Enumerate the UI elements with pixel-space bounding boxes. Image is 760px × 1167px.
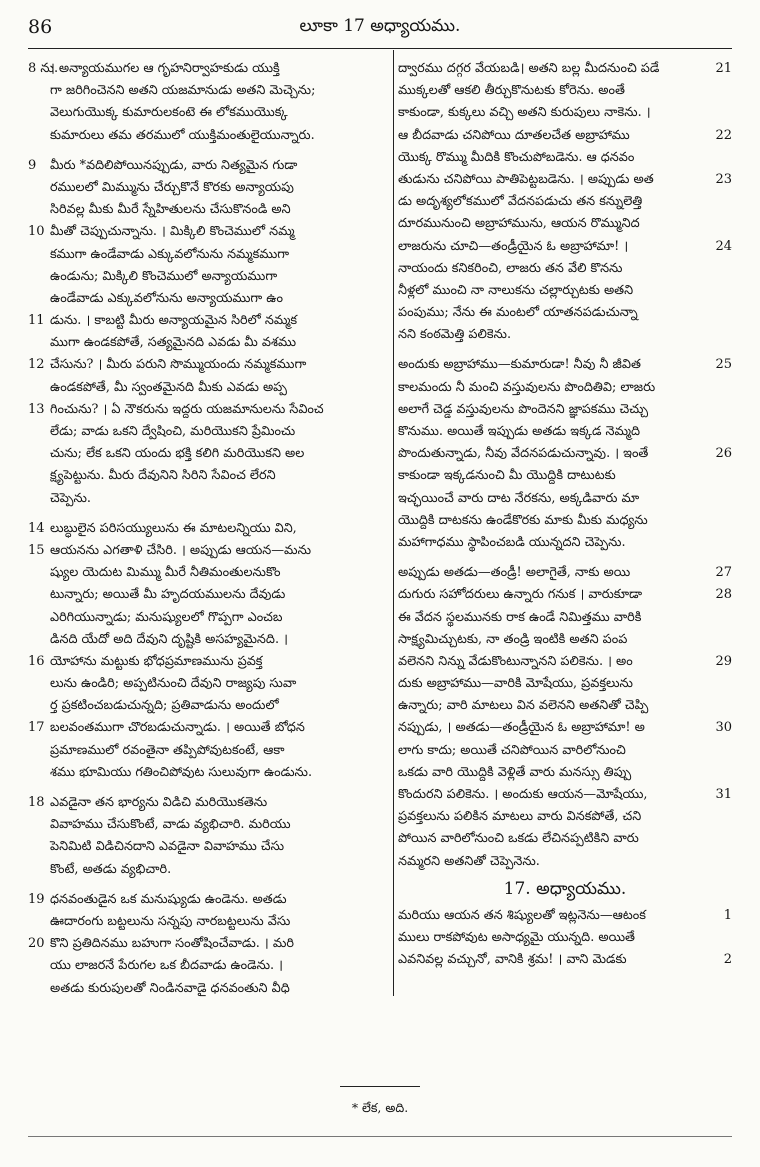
text-line [28,859,390,881]
text-line [398,102,732,124]
text-line [28,332,390,354]
text-line [398,58,732,80]
line-text: టున్నారు; అయితే మీ హృదయములను దేవుడు [50,587,286,603]
text-line [28,792,390,814]
text-line [28,814,390,836]
text-line [28,695,390,717]
verse-number: 1 [723,907,732,923]
text-line [28,518,390,540]
text-line [398,399,732,421]
line-text: డు అదృశ్యలోకములో వేదనపడుచు తన కన్నులెత్తి [398,194,643,210]
text-line [398,125,732,147]
verse-number: 19 [28,891,45,907]
line-text: గా జరిగించెనని అతని యజమానుడు అతని మెచ్చెను; [50,83,316,99]
text-line [398,236,732,258]
text-line [28,673,390,695]
line-text: ఎరిగియున్నాడు; మనుష్యులలో గొప్పగా ఎంచబ [50,609,283,625]
text-line [398,927,732,949]
text-line [28,399,390,421]
text-line [398,806,732,828]
line-text: కాకుండా ఇక్కడనుంచి మీ యొద్దికి దాటుటకు [398,468,616,484]
line-text: క్ష్యపెట్టును. మీరు దేవునిని సిరిని సేవించ లేరని [50,468,276,484]
line-text: ప్రవక్తలును పలికిన మాటలు వారు వినకపోతే, చని [398,809,642,825]
text-line [28,540,390,562]
text-line [398,258,732,280]
text-line [398,673,732,695]
line-text: యు లాజరనే పేరుగల ఒక బీదవాడు ఉండెను. । [50,958,284,974]
text-line [28,80,390,102]
line-text: నమ్మరని అతనితో చెప్పెనెను. [398,853,540,869]
line-text: చేసును? । మీరు పరుని సొమ్ముయందు నమ్మకముగా [50,357,307,373]
text-line [28,978,390,1000]
text-line [28,651,390,673]
text-line [28,762,390,784]
verse-number: 24 [715,238,732,254]
text-line [398,377,732,399]
verse-number: 12 [28,357,45,373]
line-text: సిరివల్ల మీకు మీరే స్నేహితులను చేసుకొనండి అని [50,202,291,218]
text-line [28,911,390,933]
text-line [398,354,732,376]
line-text: యొక్క రొమ్ము మీదికి కొంచుపోబడెను. ఆ ధనవం [398,149,635,165]
text-line [398,80,732,102]
line-text: పోయిన వారిలోనుంచి ఒకడు లేచినప్పటికిని వారు [398,831,639,847]
line-text: పొందుతున్నాడు, నీవు వేదనపడుచున్నావు. । ఇంతే [398,446,649,462]
verse-number: 9 [28,157,37,173]
text-line [398,488,732,510]
text-line [28,584,390,606]
line-text: పంపుము; నేను ఈ మంటలో యాతనపడుచున్నా [398,305,638,321]
text-line [28,465,390,487]
text-line [398,324,732,346]
text-line [28,421,390,443]
line-text: కొని ప్రతిదినము బహుగా సంతోషించేవాడు. । మరి [50,936,294,952]
paragraph-gap [28,510,390,518]
line-text: పెనిమిటి విడిచినదాని ఎవడైనా వివాహము చేసు [50,839,285,855]
verse-number: 27 [715,565,732,581]
text-line [398,562,732,584]
text-line [28,443,390,465]
line-text: లాజరును చూచి—తండ్రీయైన ఓ అబ్రాహామా! । [398,238,629,254]
line-text: ష్యుల యెదుట మిమ్ము మీరే నీతిమంతులనుకొం [50,565,281,581]
text-line [28,933,390,955]
text-line [28,377,390,399]
line-text: అందుకు అబ్రాహాము—కుమారుడా! నీవు నీ జీవిత [398,357,641,373]
left-column [28,58,390,1000]
text-line [28,955,390,977]
line-text: ఆ బీదవాడు చనిపోయి దూతలచేత అబ్రాహాము [398,127,630,143]
text-line [398,905,732,927]
verse-number: 29 [715,653,732,669]
line-text: ఉండేవాడు ఎక్కువలోనును అన్యాయముగా ఉం [50,290,283,306]
text-line [398,532,732,554]
text-line [398,740,732,762]
text-line [28,266,390,288]
paragraph-gap [28,147,390,155]
line-text: కొనుము. అయితే ఇప్పుడు అతడు ఇక్కడ నెమ్మది [398,424,641,439]
text-line [398,584,732,606]
text-line [28,354,390,376]
line-text: దుగురు సహోదరులు ఉన్నారు గనుక । వారుకూడా [398,587,643,603]
line-text: । అన్యాయముగల ఆ గృహనిర్వాహకుడు యుక్తి [50,61,280,76]
verse-number: 8 ను. [28,61,59,76]
line-text: కాకుండా, కుక్కలు వచ్చి అతని కురుపులు నాకెను. । [398,105,651,121]
line-text: ఎవనివల్ల వచ్చునో, వానికి శ్రమ! । వాని మెడకు [398,952,627,968]
text-line [28,889,390,911]
line-text: ఈ వేదన స్థలమునకు రాక ఉండే నిమిత్తము వారికి [398,609,642,625]
text-line [398,302,732,324]
page-header [28,8,732,42]
line-text: శము భూమియు గతించిపోవుట సులువుగా ఉండును. [50,764,313,780]
text-line [28,836,390,858]
text-line [398,465,732,487]
line-text: కముగా ఉండేవాడు ఎక్కువలోనును నమ్మకముగా [50,246,290,262]
verse-number: 13 [28,401,45,417]
line-text: మీతో చెప్పుచున్నాను. । మిక్కిలి కొంచెములో నమ్మ [50,224,295,240]
bottom-rule [28,1136,732,1137]
verse-number: 28 [715,587,732,603]
line-text: తుడును చనిపోయి పాతిపెట్టబడెను. । అప్పుడు అత [398,171,654,187]
line-text: వలెనని నిన్ను వేడుకొంటున్నానని పలికెను. । అం [398,653,633,669]
paragraph-gap [28,784,390,792]
text-line [398,510,732,532]
line-text: అప్పుడు అతడు—తండ్రీ! అలాగైతే, నాకు అయి [398,565,631,581]
verse-number: 15 [28,542,45,558]
verse-number: 22 [715,127,732,143]
line-text: మీరు *వదిలిపోయినప్పుడు, వారు నిత్యమైన గుడా [50,157,298,173]
text-line [398,280,732,302]
text-line [28,310,390,332]
verse-number: 26 [715,446,732,462]
line-text: యోహాను మట్టుకు భోధప్రమాణమును ప్రవక్త [50,653,263,669]
line-text: కొంటే, అతడు వ్యభిచారి. [50,861,172,877]
verse-number: 30 [715,720,732,736]
text-line [398,629,732,651]
line-text: ర్త ప్రకటించబడుచున్నది; ప్రతివాడును అందులో [50,698,279,714]
line-text: ధనవంతుడైన ఒక మనుష్యుడు ఉండెను. అతడు [50,891,287,907]
line-text: సాక్ష్యమిచ్చుటకు, నా తండ్రి ఇంటికి అతని పంప [398,631,628,647]
line-text: నీళ్లలో ముంచి నా నాలుకను చల్లార్చుటకు అతని [398,282,634,298]
text-line [398,762,732,784]
line-text: రములలో మిమ్మును చేర్చుకొనే కొరకు అన్యాయపు [50,179,294,195]
verse-number: 25 [715,357,732,373]
text-line [28,221,390,243]
line-text: మహాగాధము స్థాపించబడి యున్నదని చెప్పెను. [398,534,626,550]
text-line [398,191,732,213]
text-line [28,199,390,221]
header-rule [28,48,732,49]
text-line [28,607,390,629]
line-text: ఆయనను ఎగతాళి చేసిరి. । అప్పుడు ఆయన—మను [50,542,312,558]
line-text: డినది యేదో అది దేవుని దృష్టికి అసహ్యమైనది. । [50,631,288,647]
text-line [398,651,732,673]
text-line [398,784,732,806]
verse-number: 17 [28,720,45,736]
line-text: లును ఉండిరి; అప్పటినుంచి దేవుని రాజ్యపు సువా [50,676,297,692]
line-text: ఉండును; మిక్కిలి కొంచెములో అన్యాయముగా [50,268,278,284]
verse-number: 11 [28,313,45,329]
verse-number: 31 [715,787,732,802]
line-text: వెలుగుయొక్క కుమారులకంటె ఈ లోకముయొక్క [50,105,288,121]
verse-number: 14 [28,520,45,536]
text-line [28,244,390,266]
line-text: దూరమునుంచి అబ్రాహామును, ఆయన రొమ్మునిద [398,216,640,232]
text-line [28,155,390,177]
line-text: నని కంఠమెత్తి పలికెను. [398,327,512,343]
line-text: యొద్దికి దాటకను ఉండేకొరకు మాకు మీకు మధ్యను [398,512,648,528]
line-text: ఉండకపోతే, మీ స్వంతమైనది మీకు ఎవడు అప్ప [50,379,287,395]
line-text: దుకు అబ్రాహాము—వారికి మోషేయు, ప్రవక్తలును [398,676,633,692]
text-line [398,695,732,717]
text-line [28,740,390,762]
verse-number: 2 [723,952,732,968]
line-text: ముగా ఉండకపోతే, సత్యమైనది ఎవడు మీ వశము [50,335,297,351]
line-text: లాగు కాదు; అయితే చనిపోయిన వారిలోనుంచి [398,742,626,758]
line-text: ముక్కలతో ఆకలి తీర్చుకొనుటకు కోరెను. అంతే [398,83,625,99]
text-line [28,177,390,199]
line-text: నాయందు కనికరించి, లాజరు తన వేలి కొనను [398,260,623,276]
text-line [398,213,732,235]
footnote: * లేక, అది. [351,1100,409,1115]
line-text: చును; లేక ఒకని యందు భక్తి కలిగి మరియొకని అల [50,446,305,462]
line-text: అలాగే చెడ్డ వస్తువులను పొందెనని జ్ఞాపకము చెచ్చు [398,401,649,417]
text-line [398,717,732,739]
column-divider [393,50,394,996]
verse-number: 16 [28,653,45,669]
line-text: కాలమందు నీ మంచి వస్తువులను పొందితివి; లాజరు [398,379,656,395]
line-text: చెప్పెను. [50,490,91,506]
line-text: ములు రాకపోవుట అసాధ్యమై యున్నది. అయితే [398,929,635,945]
text-line [28,629,390,651]
text-line [398,421,732,443]
line-text: ఊదారంగు బట్టలును సన్నపు నారబట్టలును వేసు [50,913,291,929]
text-line [398,443,732,465]
footnote-rule [340,1086,420,1087]
line-text: గించును? । ఏ నౌకరును ఇద్దరు యజమానులను సేవించ [50,401,324,417]
text-line [398,851,732,873]
line-text: ఇచ్ఛయించే వారు దాట నేరకను, అక్కడివారు మా [398,490,640,506]
line-text: ద్వారము దగ్గర వేయబడి। అతని బల్ల మీదనుంచి పడే [398,61,660,76]
line-text: మరియు ఆయన తన శిష్యులతో ఇట్లనెను—ఆటంక [398,907,646,923]
text-line [28,562,390,584]
text-line [398,949,732,971]
text-line [398,169,732,191]
running-title: లూకా 17 అధ్యాయము. [299,16,461,36]
line-text: అతడు కురుపులతో నిండినవాడై ధనవంతుని వీధి [50,980,290,996]
line-text: కుమారులు తమ తరములో యుక్తిమంతులైయున్నారు. [50,127,315,143]
page-number: 86 [28,16,53,38]
paragraph-gap [398,346,732,354]
text-line [28,58,390,80]
verse-number: 21 [715,61,732,76]
verse-number: 10 [28,224,45,240]
paragraph-gap [398,554,732,562]
text-line [28,102,390,124]
verse-number: 20 [28,936,45,952]
line-text: వివాహము చేసుకొంటే, వాడు వ్యభిచారి. మరియు [50,817,291,833]
line-text: ప్రమాణములో రవంతైనా తప్పిపోవుటకంటే, ఆకా [50,742,285,758]
line-text: కొందురని పలికెను. । అందుకు ఆయన—మోషేయు, [398,787,648,802]
text-line [28,288,390,310]
text-line [28,488,390,510]
chapter-heading: 17. అధ్యాయము. [503,878,627,899]
line-text: డును. । కాబట్టి మీరు అన్యాయమైన సిరిలో నమ్మక [50,313,298,329]
paragraph-gap [28,881,390,889]
line-text: లుబ్ధులైన పరిసయ్యులును ఈ మాటలన్నియు విని, [50,520,297,536]
line-text: బలవంతముగా చొరబడుచున్నాడు. । అయితే బోధన [50,720,305,736]
text-line [398,607,732,629]
line-text: ఉన్నారు; వారి మాటలు విన వలెనని అతనితో చెప్పి [398,698,649,714]
verse-number: 23 [715,171,732,187]
line-text: నప్పుడు, । అతడు—తండ్రీయైన ఓ అబ్రాహామా! అ [398,720,645,736]
line-text: ఒకడు వారి యొద్దికి వెళ్లితే వారు మనస్సు తిప్పు [398,764,632,780]
line-text: ఎవడైనా తన భార్యను విడిచి మరియొకతెను [50,795,268,810]
text-line [28,717,390,739]
right-column [398,58,732,971]
verse-number: 18 [28,795,45,810]
line-text: లేడు; వాడు ఒకని ద్వేషించి, మరియొకని ప్రేమించు [50,424,296,439]
text-line [28,125,390,147]
text-line [398,147,732,169]
text-line [398,828,732,850]
